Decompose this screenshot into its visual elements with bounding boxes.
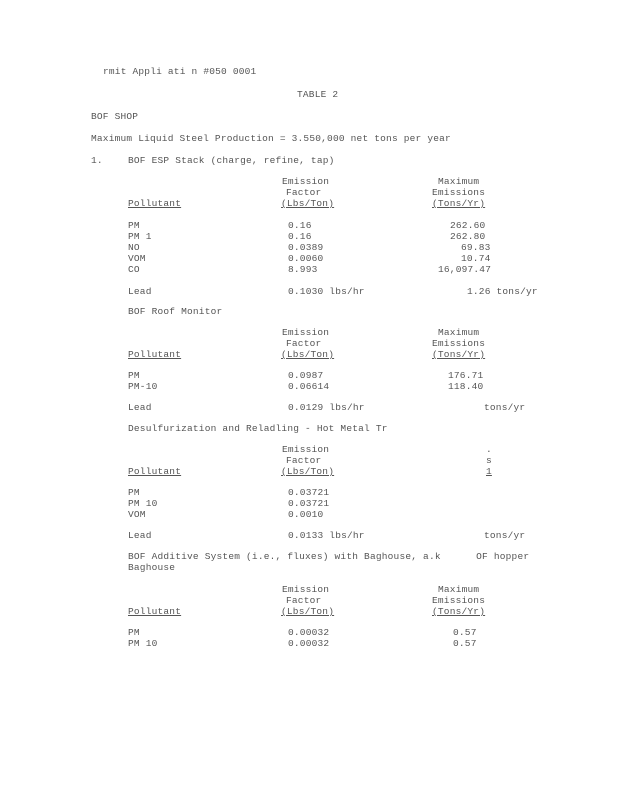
pollutant-cell: PM	[128, 220, 140, 231]
col-header-factor: Factor	[286, 595, 322, 606]
factor-cell: 0.00032	[288, 627, 330, 638]
section-title-continued: Baghouse	[128, 562, 176, 573]
col-header-factor: Factor	[286, 187, 322, 198]
col-header-units: (Tons/Yr)	[432, 349, 486, 360]
col-header-emissions: Emissions	[432, 595, 486, 606]
col-header-emission: Emission	[282, 327, 330, 338]
table-title: TABLE 2	[297, 89, 339, 100]
lead-max: tons/yr	[484, 402, 526, 413]
col-header-factor: Factor	[286, 338, 322, 349]
factor-cell: 0.03721	[288, 487, 330, 498]
section-title: Desulfurization and Reladling - Hot Metal Tr	[128, 423, 388, 434]
max-cell: 69.83	[461, 242, 491, 253]
lead-label: Lead	[128, 530, 152, 541]
col-header-maximum: Maximum	[438, 176, 480, 187]
section-title: BOF Additive System (i.e., fluxes) with Baghouse, a.k OF hopper	[128, 551, 530, 562]
max-cell: 10.74	[461, 253, 491, 264]
lead-max: 1.26 tons/yr	[467, 286, 538, 297]
lead-factor: 0.1030 lbs/hr	[288, 286, 365, 297]
col-header-emission: Emission	[282, 584, 330, 595]
lead-factor: 0.0133 lbs/hr	[288, 530, 365, 541]
col-header-units: (Lbs/Ton)	[281, 198, 335, 209]
section-title: BOF Roof Monitor	[128, 306, 223, 317]
col-header-emission: Emission	[282, 176, 330, 187]
col-header-fragment: s	[486, 455, 492, 466]
pollutant-cell: PM 1	[128, 231, 152, 242]
col-header-units: (Lbs/Ton)	[281, 606, 335, 617]
factor-cell: 8.993	[288, 264, 318, 275]
factor-cell: 0.16	[288, 231, 312, 242]
lead-label: Lead	[128, 402, 152, 413]
pollutant-cell: PM	[128, 370, 140, 381]
max-cell: 16,097.47	[438, 264, 492, 275]
pollutant-cell: PM-10	[128, 381, 158, 392]
pollutant-cell: PM	[128, 627, 140, 638]
factor-cell: 0.0987	[288, 370, 324, 381]
section-number: 1.	[91, 155, 103, 166]
col-header-pollutant: Pollutant	[128, 349, 182, 360]
col-header-pollutant: Pollutant	[128, 198, 182, 209]
max-cell: 118.40	[448, 381, 484, 392]
col-header-factor: Factor	[286, 455, 322, 466]
shop-name: BOF SHOP	[91, 111, 139, 122]
col-header-emissions: Emissions	[432, 338, 486, 349]
pollutant-cell: CO	[128, 264, 140, 275]
permit-header: rmit Appli ati n #050 0001	[103, 66, 257, 77]
col-header-pollutant: Pollutant	[128, 606, 182, 617]
max-cell: 0.57	[453, 638, 477, 649]
pollutant-cell: PM 10	[128, 638, 158, 649]
factor-cell: 0.06614	[288, 381, 330, 392]
col-header-maximum: Maximum	[438, 327, 480, 338]
col-header-maximum: Maximum	[438, 584, 480, 595]
col-header-emissions: Emissions	[432, 187, 486, 198]
max-cell: 262.60	[450, 220, 486, 231]
col-header-emission: Emission	[282, 444, 330, 455]
col-header-fragment: .	[486, 444, 492, 455]
col-header-pollutant: Pollutant	[128, 466, 182, 477]
pollutant-cell: PM	[128, 487, 140, 498]
factor-cell: 0.16	[288, 220, 312, 231]
max-cell: 0.57	[453, 627, 477, 638]
lead-factor: 0.0129 lbs/hr	[288, 402, 365, 413]
col-header-units: (Tons/Yr)	[432, 198, 486, 209]
factor-cell: 0.00032	[288, 638, 330, 649]
factor-cell: 0.03721	[288, 498, 330, 509]
lead-max: tons/yr	[484, 530, 526, 541]
max-cell: 176.71	[448, 370, 484, 381]
max-cell: 262.80	[450, 231, 486, 242]
col-header-units: (Lbs/Ton)	[281, 466, 335, 477]
col-header-units: (Lbs/Ton)	[281, 349, 335, 360]
factor-cell: 0.0010	[288, 509, 324, 520]
lead-label: Lead	[128, 286, 152, 297]
pollutant-cell: NO	[128, 242, 140, 253]
pollutant-cell: PM 10	[128, 498, 158, 509]
section-title: BOF ESP Stack (charge, refine, tap)	[128, 155, 335, 166]
factor-cell: 0.0060	[288, 253, 324, 264]
pollutant-cell: VOM	[128, 253, 146, 264]
col-header-units: (Tons/Yr)	[432, 606, 486, 617]
col-header-fragment: 1	[486, 466, 492, 477]
production-line: Maximum Liquid Steel Production = 3.550,000 net tons per year	[91, 133, 451, 144]
factor-cell: 0.0389	[288, 242, 324, 253]
pollutant-cell: VOM	[128, 509, 146, 520]
